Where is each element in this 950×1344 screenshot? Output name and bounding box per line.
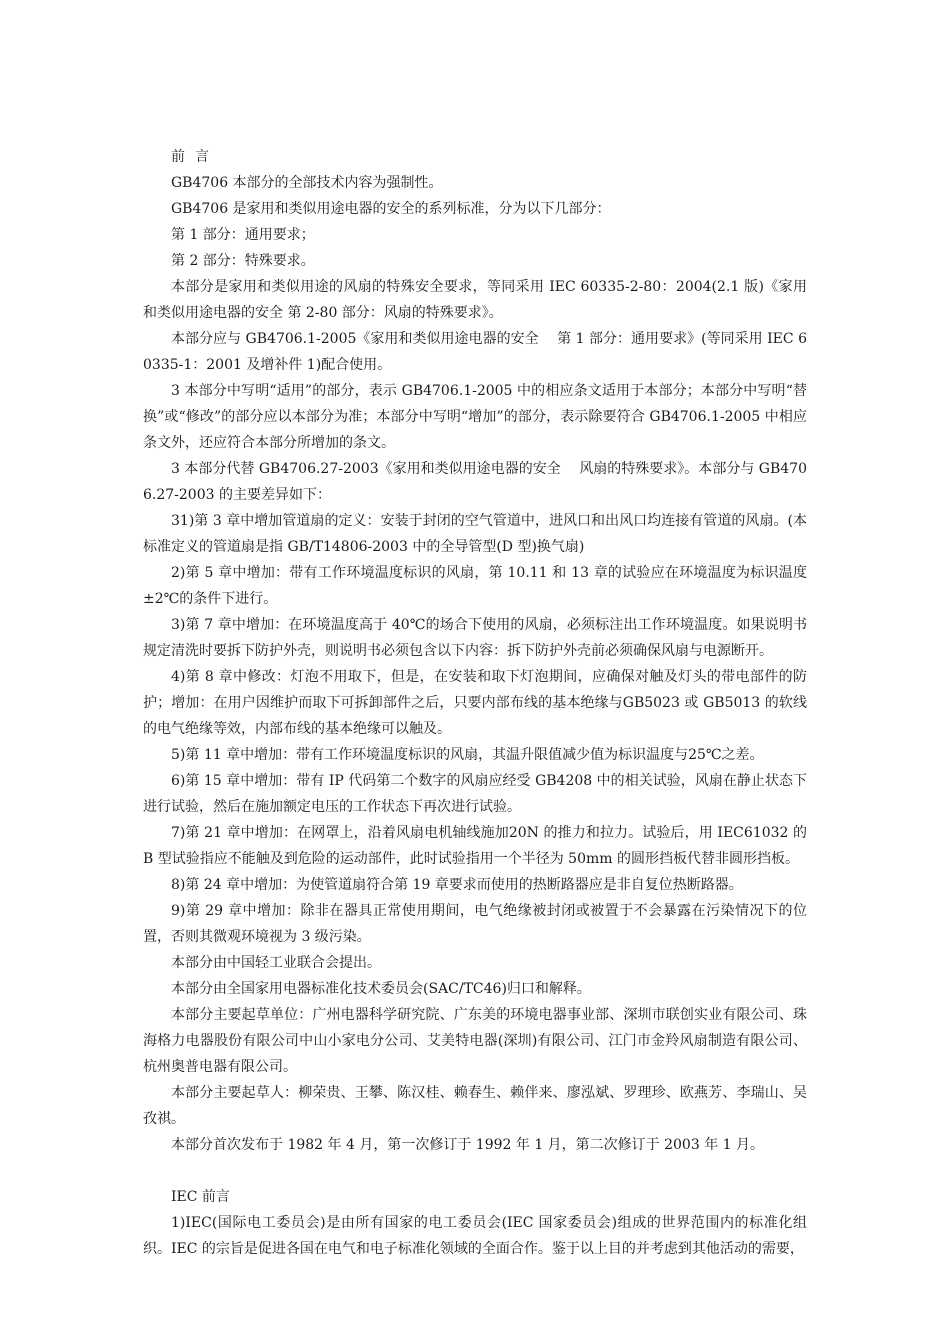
foreword-paragraph: 本部分主要起草人：柳荣贵、王攀、陈汉桂、赖春生、赖伴来、廖泓斌、罗理珍、欧燕芳、李瑞山、吴孜祺。	[143, 1085, 807, 1127]
foreword-paragraph: 2)第 5 章中增加：带有工作环境温度标识的风扇，第 10.11 和 13 章的试验应在环境温度为标识温度±2℃的条件下进行。	[143, 565, 807, 607]
foreword-paragraph: 本部分是家用和类似用途的风扇的特殊安全要求，等同采用 IEC 60335-2-80：2004(2.1 版)《家用和类似用途电器的安全 第 2-80 部分：风扇的特殊要求》。	[143, 279, 807, 321]
foreword-paragraph: GB4706 本部分的全部技术内容为强制性。	[171, 175, 443, 191]
foreword-heading: 前 言	[171, 149, 212, 165]
foreword-paragraph: 第 2 部分：特殊要求。	[171, 253, 315, 269]
foreword-paragraph: 5)第 11 章中增加：带有工作环境温度标识的风扇，其温升限值减少值为标识温度与25℃之差。	[171, 747, 764, 763]
foreword-paragraph: 7)第 21 章中增加：在网罩上，沿着风扇电机轴线施加20N 的推力和拉力。试验后，用 IEC61032 的 B 型试验指应不能触及到危险的运动部件，此时试验指用一个半径为 50mm 的圆形挡板代替非圆形挡板。	[143, 825, 807, 867]
foreword-paragraph: 31)第 3 章中增加管道扇的定义：安装于封闭的空气管道中，进风口和出风口均连接有管道的风扇。(本标准定义的管道扇是指 GB/T14806-2003 中的全导管型(D 型)换气扇)	[143, 513, 807, 555]
foreword-paragraph: 4)第 8 章中修改：灯泡不用取下，但是，在安装和取下灯泡期间，应确保对触及灯头的带电部件的防护；增加：在用户因维护而取下可拆卸部件之后，只要内部布线的基本绝缘与GB5023 或 GB5013 的软线的电气绝缘等效，内部布线的基本绝缘可以触及。	[143, 669, 807, 737]
section-spacer	[143, 1158, 807, 1184]
foreword-paragraph: GB4706 是家用和类似用途电器的安全的系列标准，分为以下几部分：	[171, 201, 611, 217]
iec-foreword-heading: IEC 前言	[171, 1189, 230, 1205]
foreword-paragraph: 本部分首次发布于 1982 年 4 月，第一次修订于 1992 年 1 月，第二次修订于 2003 年 1 月。	[171, 1137, 765, 1153]
foreword-paragraph: 6)第 15 章中增加：带有 IP 代码第二个数字的风扇应经受 GB4208 中的相关试验，风扇在静止状态下进行试验，然后在施加额定电压的工作状态下再次进行试验。	[143, 773, 807, 815]
document-page	[143, 144, 807, 1262]
foreword-paragraph: 本部分由中国轻工业联合会提出。	[171, 955, 381, 971]
foreword-paragraph: 3 本部分中写明“适用”的部分，表示 GB4706.1-2005 中的相应条文适用于本部分；本部分中写明“替换”或“修改”的部分应以本部分为准；本部分中写明“增加”的部分，表示除要符合 GB4706.1-2005 中相应条文外，还应符合本部分所增加的条文。	[143, 383, 807, 451]
foreword-paragraph: 本部分应与 GB4706.1-2005《家用和类似用途电器的安全 第 1 部分：通用要求》(等同采用 IEC 60335-1：2001 及增补件 1)配合使用。	[143, 331, 807, 373]
iec-foreword-paragraph: 1)IEC(国际电工委员会)是由所有国家的电工委员会(IEC 国家委员会)组成的世界范围内的标准化组织。IEC 的宗旨是促进各国在电气和电子标准化领域的全面合作。鉴于以上目的并考虑到其他活动的需要，	[143, 1215, 807, 1257]
foreword-paragraph: 本部分主要起草单位：广州电器科学研究院、广东美的环境电器事业部、深圳市联创实业有限公司、珠海格力电器股份有限公司中山小家电分公司、艾美特电器(深圳)有限公司、江门市金羚风扇制造有限公司、杭州奥普电器有限公司。	[143, 1007, 807, 1075]
foreword-paragraph: 3 本部分代替 GB4706.27-2003《家用和类似用途电器的安全 风扇的特殊要求》。本部分与 GB4706.27-2003 的主要差异如下：	[143, 461, 807, 503]
foreword-paragraph: 本部分由全国家用电器标准化技术委员会(SAC/TC46)归口和解释。	[171, 981, 591, 997]
foreword-paragraph: 8)第 24 章中增加：为使管道扇符合第 19 章要求而使用的热断路器应是非自复位热断路器。	[171, 877, 743, 893]
foreword-paragraph: 3)第 7 章中增加：在环境温度高于 40℃的场合下使用的风扇，必须标注出工作环境温度。如果说明书规定清洗时要拆下防护外壳，则说明书必须包含以下内容：拆下防护外壳前必须确保风扇与电源断开。	[143, 617, 807, 659]
foreword-paragraph: 9)第 29 章中增加：除非在器具正常使用期间，电气绝缘被封闭或被置于不会暴露在污染情况下的位置，否则其微观环境视为 3 级污染。	[143, 903, 807, 945]
foreword-paragraph: 第 1 部分：通用要求；	[171, 227, 315, 243]
